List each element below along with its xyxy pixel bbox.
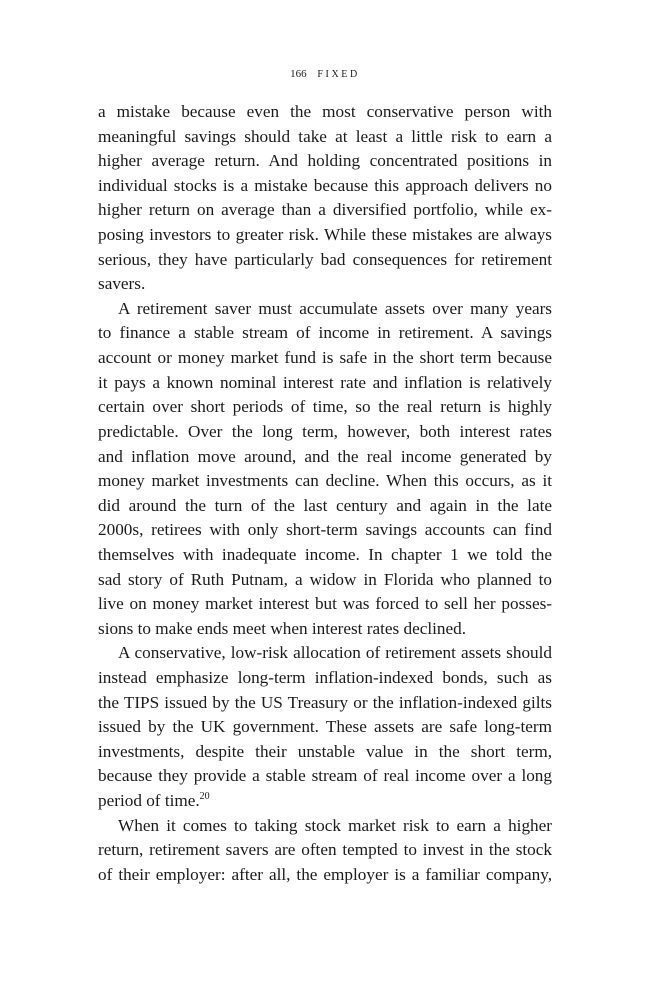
text-line: predictable. Over the long term, however, both interest rates: [98, 421, 552, 441]
text-line: investments, despite their unstable value in the short term,: [98, 741, 552, 761]
page-number: 166: [290, 68, 307, 80]
text-line: higher return on average than a diversified portfolio, while ex-: [98, 200, 552, 220]
text-line: serious, they have particularly bad consequences for retirement: [98, 249, 552, 269]
text-line: meaningful savings should take at least a little risk to earn a: [98, 126, 552, 146]
text-line: it pays a known nominal interest rate and inflation is relatively: [98, 372, 552, 392]
text-line: return, retirement savers are often tempted to invest in the stock: [98, 840, 552, 860]
text-line: of their employer: after all, the employer is a familiar company,: [98, 864, 552, 884]
text-line: issued by the UK government. These assets are safe long-term: [98, 717, 552, 737]
text-line: A conservative, low-risk allocation of retirement assets should: [118, 643, 552, 663]
text-line: sad story of Ruth Putnam, a widow in Florida who planned to: [98, 569, 552, 589]
text-line: A retirement saver must accumulate assets over many years: [118, 298, 552, 318]
text-line: [98, 789, 552, 814]
text-line: money market investments can decline. When this occurs, as it: [98, 471, 552, 491]
running-head: [0, 68, 650, 80]
section-title: FIXED: [317, 69, 360, 80]
text-line: sions to make ends meet when interest rates declined.: [98, 618, 466, 638]
body-text: [98, 100, 552, 888]
text-line: When it comes to taking stock market risk to earn a higher: [118, 815, 552, 835]
text-line: live on money market interest but was forced to sell her posses-: [98, 594, 552, 614]
text-line: 2000s, retirees with only short-term savings accounts can find: [98, 520, 552, 540]
text-line: because they provide a stable stream of real income over a long: [98, 766, 552, 786]
text-line: the TIPS issued by the US Treasury or the inflation-indexed gilts: [98, 692, 552, 712]
text-line: savers.: [98, 274, 146, 294]
text-line: account or money market fund is safe in the short term because: [98, 348, 552, 368]
text-line: and inflation move around, and the real income generated by: [98, 446, 552, 466]
text-line: certain over short periods of time, so the real return is highly: [98, 397, 552, 417]
text-line: individual stocks is a mistake because this approach delivers no: [98, 175, 552, 195]
text-line: posing investors to greater risk. While these mistakes are always: [98, 225, 552, 245]
text-line: to finance a stable stream of income in retirement. A savings: [98, 323, 552, 343]
text-line-content: period of time.: [98, 791, 200, 811]
footnote-reference[interactable]: 20: [199, 791, 210, 803]
text-line: higher average return. And holding concentrated positions in: [98, 151, 552, 171]
text-line: instead emphasize long-term inflation-indexed bonds, such as: [98, 668, 552, 688]
text-line: a mistake because even the most conservative person with: [98, 102, 552, 121]
text-line: did around the turn of the last century and again in the late: [98, 495, 552, 515]
text-line: themselves with inadequate income. In chapter 1 we told the: [98, 544, 552, 564]
